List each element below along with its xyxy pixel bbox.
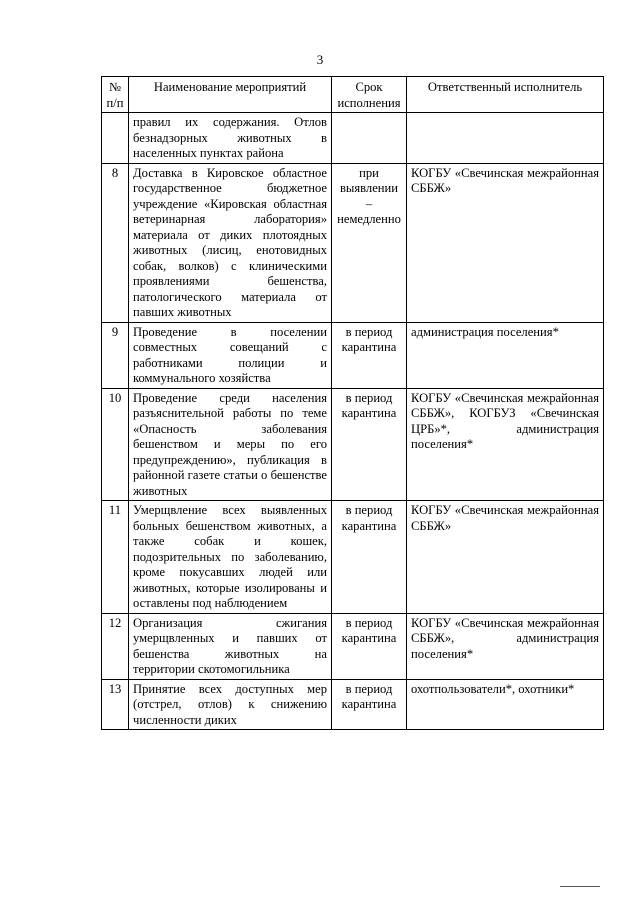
table-row — [102, 322, 604, 388]
measure-name: Умерщвление всех выявленных больных бешенством животных, а также собак и кошек, подозрительных по заболеванию, кроме покусавших людей или животных, которые изолированы и оставлены под наблюдением — [129, 501, 332, 614]
measure-name: Принятие всех доступных мер (отстрел, отлов) к снижению численности диких — [129, 679, 332, 730]
measure-term: в период карантина — [332, 613, 407, 679]
measure-responsible: охотпользователи*, охотники* — [407, 679, 604, 730]
footer-rule — [560, 886, 600, 887]
table-row — [102, 679, 604, 730]
measure-name: Организация сжигания умерщвленных и павших от бешенства животных на территории скотомогильника — [129, 613, 332, 679]
table-row — [102, 163, 604, 322]
row-number: 8 — [102, 163, 129, 322]
table-header-row — [102, 77, 604, 113]
measure-responsible: администрация поселения* — [407, 322, 604, 388]
header-responsible: Ответственный исполнитель — [407, 77, 604, 113]
row-number: 10 — [102, 388, 129, 501]
table-row — [102, 501, 604, 614]
measure-responsible — [407, 113, 604, 164]
row-number: 9 — [102, 322, 129, 388]
measures-table — [101, 76, 604, 730]
measure-name: Проведение среди населения разъяснительной работы по теме «Опасность заболевания бешенством и меры по его предупреждению», публикация в районной газете статьи о бешенстве животных — [129, 388, 332, 501]
table-row — [102, 613, 604, 679]
row-number: 13 — [102, 679, 129, 730]
measure-responsible: КОГБУ «Свечинская межрайонная СББЖ» — [407, 501, 604, 614]
table-row — [102, 113, 604, 164]
row-number: 11 — [102, 501, 129, 614]
header-term: Срок исполнения — [332, 77, 407, 113]
header-name: Наименование мероприятий — [129, 77, 332, 113]
measure-term: при выявлении – немедленно — [332, 163, 407, 322]
header-num: № п/п — [102, 77, 129, 113]
table-row — [102, 388, 604, 501]
measure-responsible: КОГБУ «Свечинская межрайонная СББЖ» — [407, 163, 604, 322]
measure-name: Доставка в Кировское областное государственное бюджетное учреждение «Кировская областная ветеринарная лаборатория» материала от диких плотоядных животных (лисиц, енотовидных собак, волков) с клиническими проявлениями бешенства, патологического материала от павших животных — [129, 163, 332, 322]
measure-name: Проведение в поселении совместных совещаний с работниками полиции и коммунального хозяйства — [129, 322, 332, 388]
row-number — [102, 113, 129, 164]
measure-term: в период карантина — [332, 679, 407, 730]
measure-responsible: КОГБУ «Свечинская межрайонная СББЖ», КОГБУЗ «Свечинская ЦРБ»*, администрация поселения* — [407, 388, 604, 501]
measure-responsible: КОГБУ «Свечинская межрайонная СББЖ», администрация поселения* — [407, 613, 604, 679]
measure-term: в период карантина — [332, 501, 407, 614]
row-number: 12 — [102, 613, 129, 679]
page-number: 3 — [316, 52, 324, 67]
measure-name: правил их содержания. Отлов безнадзорных животных в населенных пунктах района — [129, 113, 332, 164]
measure-term: в период карантина — [332, 322, 407, 388]
measure-term: в период карантина — [332, 388, 407, 501]
measure-term — [332, 113, 407, 164]
